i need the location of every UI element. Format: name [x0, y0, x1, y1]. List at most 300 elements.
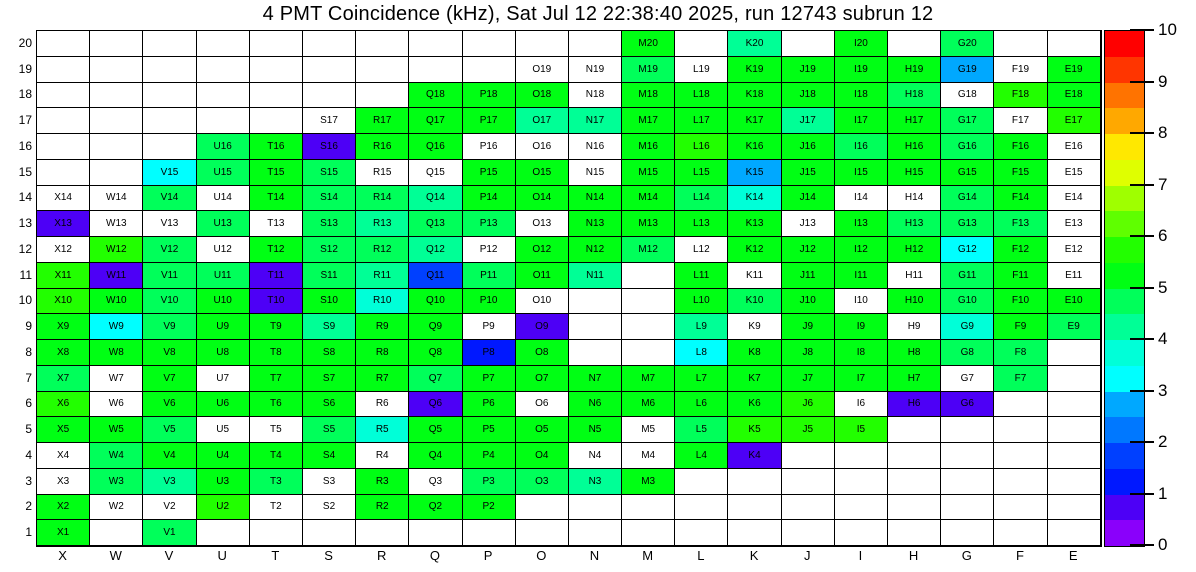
heatmap-cell: W14: [90, 186, 143, 212]
heatmap-cell: G9: [941, 314, 994, 340]
heatmap-cell: K5: [728, 417, 781, 443]
heatmap-cell: L6: [675, 392, 728, 418]
col-label: S: [324, 548, 333, 563]
heatmap-cell: R14: [356, 186, 409, 212]
heatmap-cell: I13: [835, 211, 888, 237]
x-axis-labels: [36, 548, 1100, 563]
heatmap-cell: R6: [356, 392, 409, 418]
heatmap-cell: O16: [516, 134, 569, 160]
heatmap-cell: W8: [90, 340, 143, 366]
heatmap-cell: K4: [728, 443, 781, 469]
heatmap-cell: G13: [941, 211, 994, 237]
heatmap-cell: H9: [888, 314, 941, 340]
heatmap-cell: X9: [37, 314, 90, 340]
heatmap-cell: [197, 57, 250, 83]
colorbar-tick-label: 7: [1158, 174, 1168, 194]
heatmap-cell: V10: [143, 289, 196, 315]
heatmap-cell: [782, 443, 835, 469]
heatmap-cell: T8: [250, 340, 303, 366]
heatmap-cell: [250, 520, 303, 546]
heatmap-cell: T3: [250, 469, 303, 495]
col-label: U: [217, 548, 227, 563]
col-label: W: [109, 548, 122, 563]
heatmap-cell: V11: [143, 263, 196, 289]
heatmap-cell: [622, 495, 675, 521]
heatmap-cell: N6: [569, 392, 622, 418]
heatmap-cell: T4: [250, 443, 303, 469]
heatmap-cell: O18: [516, 83, 569, 109]
heatmap-cell: N3: [569, 469, 622, 495]
heatmap-cell: [356, 31, 409, 57]
heatmap-cell: T2: [250, 495, 303, 521]
heatmap-cell: R8: [356, 340, 409, 366]
heatmap-cell: M4: [622, 443, 675, 469]
heatmap-cell: G12: [941, 237, 994, 263]
heatmap-cell: [1048, 417, 1101, 443]
heatmap-cell: L11: [675, 263, 728, 289]
heatmap-cell: [197, 83, 250, 109]
heatmap-cell: W6: [90, 392, 143, 418]
heatmap-cell: S10: [303, 289, 356, 315]
heatmap-cell: G11: [941, 263, 994, 289]
heatmap-cell: F17: [994, 108, 1047, 134]
heatmap-cell: N13: [569, 211, 622, 237]
heatmap-cell: K10: [728, 289, 781, 315]
heatmap-cell: R13: [356, 211, 409, 237]
heatmap-cell: S6: [303, 392, 356, 418]
heatmap-cell: J11: [782, 263, 835, 289]
heatmap-cell: E9: [1048, 314, 1101, 340]
col-label: N: [589, 548, 600, 563]
heatmap-cell: [675, 520, 728, 546]
colorbar-band: [1105, 57, 1144, 83]
colorbar-band: [1105, 392, 1144, 418]
heatmap-cell: N4: [569, 443, 622, 469]
heatmap-cell: [463, 520, 516, 546]
heatmap-cell: K6: [728, 392, 781, 418]
heatmap-cell: O15: [516, 160, 569, 186]
colorbar-tick-label: 4: [1158, 329, 1168, 348]
heatmap-cell: P2: [463, 495, 516, 521]
heatmap-cell: P9: [463, 314, 516, 340]
colorbar-band: [1105, 443, 1144, 469]
heatmap-cell: N15: [569, 160, 622, 186]
heatmap-cell: [941, 495, 994, 521]
heatmap-cell: [782, 520, 835, 546]
heatmap-cell: J10: [782, 289, 835, 315]
heatmap-cell: [888, 469, 941, 495]
heatmap-cell: [143, 31, 196, 57]
heatmap-cell: E19: [1048, 57, 1101, 83]
heatmap-cell: [835, 495, 888, 521]
heatmap-cell: R7: [356, 366, 409, 392]
heatmap-cell: [516, 520, 569, 546]
heatmap-cell: R12: [356, 237, 409, 263]
heatmap-cell: M12: [622, 237, 675, 263]
heatmap-cell: F8: [994, 340, 1047, 366]
heatmap-cell: [569, 520, 622, 546]
heatmap-cell: W13: [90, 211, 143, 237]
heatmap-cell: V8: [143, 340, 196, 366]
col-label: I: [858, 548, 863, 563]
heatmap-cell: [994, 520, 1047, 546]
heatmap-cell: X14: [37, 186, 90, 212]
heatmap-cell: E15: [1048, 160, 1101, 186]
row-label: 6: [25, 396, 32, 411]
heatmap-cell: R11: [356, 263, 409, 289]
heatmap-cell: Q11: [409, 263, 462, 289]
heatmap-cell: [994, 469, 1047, 495]
heatmap-cell: M18: [622, 83, 675, 109]
colorbar-tick: [1130, 81, 1154, 83]
colorbar-band: [1105, 263, 1144, 289]
heatmap-cell: U10: [197, 289, 250, 315]
heatmap-cell: U7: [197, 366, 250, 392]
heatmap-cell: U8: [197, 340, 250, 366]
heatmap-cell: [37, 134, 90, 160]
heatmap-cell: I15: [835, 160, 888, 186]
heatmap-cell: H15: [888, 160, 941, 186]
heatmap-cell: H11: [888, 263, 941, 289]
heatmap-cell: V9: [143, 314, 196, 340]
heatmap-cell: [1048, 340, 1101, 366]
heatmap-cell: I12: [835, 237, 888, 263]
heatmap-cell: R17: [356, 108, 409, 134]
heatmap-cell: O19: [516, 57, 569, 83]
colorbar-tick: [1130, 338, 1154, 340]
heatmap-cell: P17: [463, 108, 516, 134]
heatmap-cell: F19: [994, 57, 1047, 83]
colorbar-tick-label: 6: [1158, 226, 1168, 245]
heatmap-cell: U13: [197, 211, 250, 237]
colorbar-tick-label: 0: [1158, 535, 1168, 554]
colorbar-tick: [1130, 493, 1154, 495]
heatmap-cell: H16: [888, 134, 941, 160]
heatmap-cell: X7: [37, 366, 90, 392]
heatmap-cell: H10: [888, 289, 941, 315]
heatmap-cell: O7: [516, 366, 569, 392]
row-label: 11: [19, 267, 32, 282]
heatmap-cell: O8: [516, 340, 569, 366]
heatmap-cell: R9: [356, 314, 409, 340]
heatmap-cell: I14: [835, 186, 888, 212]
heatmap-cell: [994, 417, 1047, 443]
heatmap-cell: F9: [994, 314, 1047, 340]
row-label: 20: [18, 35, 32, 50]
heatmap-cell: [516, 495, 569, 521]
heatmap-cell: X10: [37, 289, 90, 315]
heatmap-cell: G8: [941, 340, 994, 366]
heatmap-cell: [303, 57, 356, 83]
heatmap-cell: R15: [356, 160, 409, 186]
colorbar-band: [1105, 366, 1144, 392]
heatmap-cell: J6: [782, 392, 835, 418]
heatmap-cell: I9: [835, 314, 888, 340]
heatmap-cell: [994, 443, 1047, 469]
heatmap-cell: H18: [888, 83, 941, 109]
heatmap-cell: E12: [1048, 237, 1101, 263]
heatmap-cell: G20: [941, 31, 994, 57]
heatmap-cell: L19: [675, 57, 728, 83]
heatmap-cell: [569, 289, 622, 315]
heatmap-cell: L17: [675, 108, 728, 134]
heatmap-cell: K9: [728, 314, 781, 340]
heatmap-cell: [250, 31, 303, 57]
heatmap-cell: L4: [675, 443, 728, 469]
heatmap-cell: [143, 57, 196, 83]
col-label: G: [961, 548, 972, 563]
heatmap-cell: J14: [782, 186, 835, 212]
heatmap-cell: T12: [250, 237, 303, 263]
heatmap-cell: [782, 31, 835, 57]
heatmap-cell: X2: [37, 495, 90, 521]
heatmap-cell: L14: [675, 186, 728, 212]
row-label: 18: [18, 87, 32, 102]
heatmap-cell: U16: [197, 134, 250, 160]
heatmap-cell: Q18: [409, 83, 462, 109]
heatmap-cell: I19: [835, 57, 888, 83]
colorbar-band: [1105, 160, 1144, 186]
heatmap-cell: R10: [356, 289, 409, 315]
heatmap-cell: [409, 31, 462, 57]
heatmap-cell: S9: [303, 314, 356, 340]
heatmap-cell: [569, 31, 622, 57]
heatmap-cell: S12: [303, 237, 356, 263]
heatmap-cell: X3: [37, 469, 90, 495]
heatmap-cell: K7: [728, 366, 781, 392]
heatmap-cell: U2: [197, 495, 250, 521]
heatmap-cell: [622, 340, 675, 366]
heatmap-cell: K16: [728, 134, 781, 160]
heatmap-cell: H8: [888, 340, 941, 366]
heatmap-cell: L5: [675, 417, 728, 443]
heatmap-cell: V5: [143, 417, 196, 443]
heatmap-cell: X12: [37, 237, 90, 263]
heatmap-cell: T16: [250, 134, 303, 160]
heatmap-cell: L7: [675, 366, 728, 392]
heatmap-cell: N5: [569, 417, 622, 443]
row-label: 9: [25, 319, 32, 334]
colorbar-tick: [1130, 184, 1154, 186]
heatmap-cell: E13: [1048, 211, 1101, 237]
col-label: E: [1068, 548, 1078, 563]
heatmap-cell: M15: [622, 160, 675, 186]
heatmap-cell: U9: [197, 314, 250, 340]
heatmap-cell: [516, 31, 569, 57]
heatmap-cell: K15: [728, 160, 781, 186]
row-label: 10: [18, 293, 32, 308]
heatmap-cell: P11: [463, 263, 516, 289]
heatmap-cell: [143, 108, 196, 134]
heatmap-cell: G7: [941, 366, 994, 392]
colorbar-tick-label: 9: [1158, 71, 1168, 91]
colorbar-band: [1105, 108, 1144, 134]
heatmap-cell: [250, 57, 303, 83]
row-label: 12: [18, 241, 32, 256]
colorbar-tick: [1130, 390, 1154, 392]
row-label: 5: [25, 422, 32, 437]
heatmap-cell: J5: [782, 417, 835, 443]
heatmap-cell: N17: [569, 108, 622, 134]
heatmap-cell: Q16: [409, 134, 462, 160]
heatmap-cell: K14: [728, 186, 781, 212]
heatmap-cell: J19: [782, 57, 835, 83]
colorbar-tick-label: 5: [1158, 277, 1168, 297]
heatmap-cell: H7: [888, 366, 941, 392]
heatmap-cell: [1048, 366, 1101, 392]
row-label: 1: [25, 525, 32, 540]
heatmap-cell: Q3: [409, 469, 462, 495]
heatmap-cell: P7: [463, 366, 516, 392]
colorbar-band: [1105, 83, 1144, 109]
heatmap-cell: M5: [622, 417, 675, 443]
heatmap-cell: P8: [463, 340, 516, 366]
heatmap-cell: T10: [250, 289, 303, 315]
heatmap-cell: [1048, 443, 1101, 469]
heatmap-cell: Q7: [409, 366, 462, 392]
heatmap-cell: [1048, 469, 1101, 495]
heatmap-cell: P6: [463, 392, 516, 418]
heatmap-cell: F11: [994, 263, 1047, 289]
heatmap-cell: [1048, 495, 1101, 521]
heatmap-cell: V14: [143, 186, 196, 212]
heatmap-cell: O11: [516, 263, 569, 289]
heatmap-cell: W9: [90, 314, 143, 340]
heatmap-cell: Q6: [409, 392, 462, 418]
row-label: 14: [18, 190, 32, 205]
heatmap-cell: K19: [728, 57, 781, 83]
heatmap-cell: H12: [888, 237, 941, 263]
heatmap-cell: X8: [37, 340, 90, 366]
col-label: H: [908, 548, 919, 563]
heatmap-cell: O3: [516, 469, 569, 495]
row-label: 3: [25, 473, 32, 488]
heatmap-cell: J9: [782, 314, 835, 340]
heatmap-cell: [941, 469, 994, 495]
heatmap-cell: [37, 160, 90, 186]
heatmap-cell: [675, 31, 728, 57]
heatmap-cell: J15: [782, 160, 835, 186]
colorbar-tick: [1130, 29, 1154, 31]
heatmap-cell: T6: [250, 392, 303, 418]
heatmap-cell: V3: [143, 469, 196, 495]
colorbar-band: [1105, 340, 1144, 366]
colorbar-tick-label: 3: [1158, 380, 1168, 400]
heatmap-cell: U12: [197, 237, 250, 263]
heatmap-cell: T14: [250, 186, 303, 212]
heatmap-cell: [835, 443, 888, 469]
heatmap-cell: K11: [728, 263, 781, 289]
heatmap-cell: [463, 31, 516, 57]
heatmap-cell: I16: [835, 134, 888, 160]
heatmap-cell: O6: [516, 392, 569, 418]
colorbar-band: [1105, 31, 1144, 57]
heatmap-cell: J16: [782, 134, 835, 160]
heatmap-cell: V6: [143, 392, 196, 418]
heatmap-cell: U14: [197, 186, 250, 212]
colorbar-band: [1105, 186, 1144, 212]
heatmap-cell: E17: [1048, 108, 1101, 134]
heatmap-cell: V15: [143, 160, 196, 186]
col-label: X: [58, 548, 67, 563]
row-label: 17: [18, 113, 32, 128]
heatmap-cell: K17: [728, 108, 781, 134]
colorbar-band: [1105, 495, 1144, 521]
heatmap-cell: Q13: [409, 211, 462, 237]
heatmap-cell: [888, 495, 941, 521]
heatmap-cell: [569, 340, 622, 366]
heatmap-cell: O12: [516, 237, 569, 263]
heatmap-cell: Q5: [409, 417, 462, 443]
heatmap-cell: T5: [250, 417, 303, 443]
heatmap-cell: H13: [888, 211, 941, 237]
heatmap-cell: [90, 520, 143, 546]
heatmap-cell: F13: [994, 211, 1047, 237]
heatmap-cell: F18: [994, 83, 1047, 109]
heatmap-cell: [197, 520, 250, 546]
heatmap-cell: [90, 83, 143, 109]
heatmap-cell: M19: [622, 57, 675, 83]
heatmap-cell: [622, 314, 675, 340]
heatmap-cell: S5: [303, 417, 356, 443]
colorbar-band: [1105, 134, 1144, 160]
heatmap-cell: V7: [143, 366, 196, 392]
heatmap-cell: M6: [622, 392, 675, 418]
heatmap-cell: [37, 57, 90, 83]
heatmap-cell: [622, 289, 675, 315]
heatmap-cell: U11: [197, 263, 250, 289]
heatmap-cell: O5: [516, 417, 569, 443]
heatmap-cell: M14: [622, 186, 675, 212]
col-label: R: [377, 548, 387, 563]
chart-title: 4 PMT Coincidence (kHz), Sat Jul 12 22:38:40 2025, run 12743 subrun 12: [262, 3, 934, 25]
heatmap-cell: [941, 443, 994, 469]
heatmap-cell: K20: [728, 31, 781, 57]
heatmap-cell: P13: [463, 211, 516, 237]
heatmap-cell: F14: [994, 186, 1047, 212]
heatmap-cell: Q10: [409, 289, 462, 315]
heatmap-cell: [888, 443, 941, 469]
row-label: 2: [25, 499, 32, 514]
heatmap-cell: G14: [941, 186, 994, 212]
heatmap-cell: S11: [303, 263, 356, 289]
heatmap-cell: E10: [1048, 289, 1101, 315]
heatmap-cell: S15: [303, 160, 356, 186]
heatmap-cell: [90, 160, 143, 186]
colorbar-band: [1105, 211, 1144, 237]
heatmap-cell: W5: [90, 417, 143, 443]
heatmap-cell: [835, 469, 888, 495]
colorbar-tick-label: 2: [1158, 432, 1168, 451]
colorbar-tick-label: 1: [1158, 483, 1168, 503]
heatmap-cell: S3: [303, 469, 356, 495]
heatmap-cell: W12: [90, 237, 143, 263]
heatmap-cell: [356, 520, 409, 546]
heatmap-cell: M3: [622, 469, 675, 495]
heatmap-cell: O9: [516, 314, 569, 340]
heatmap-cell: P14: [463, 186, 516, 212]
heatmap-cell: K13: [728, 211, 781, 237]
heatmap-cell: Q8: [409, 340, 462, 366]
heatmap-cell: S14: [303, 186, 356, 212]
heatmap-cell: [90, 31, 143, 57]
heatmap-cell: S13: [303, 211, 356, 237]
heatmap-cell: [941, 520, 994, 546]
heatmap-cell: X1: [37, 520, 90, 546]
row-label: 15: [18, 164, 32, 179]
row-label: 8: [25, 344, 32, 359]
heatmap-cell: F15: [994, 160, 1047, 186]
